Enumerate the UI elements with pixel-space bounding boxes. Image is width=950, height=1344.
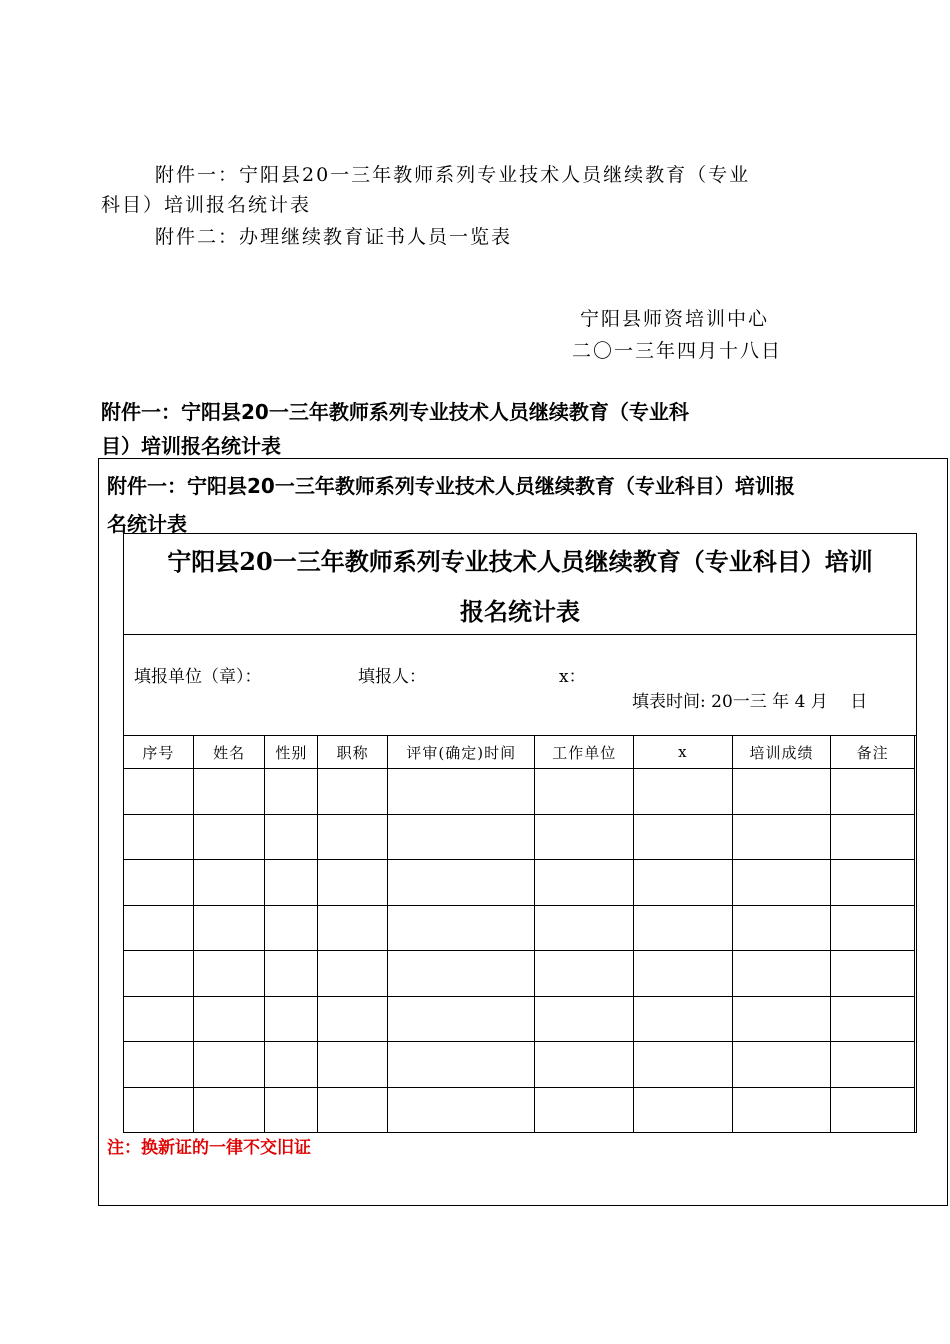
table-cell[interactable] [388,814,535,860]
col-header-score: 培训成绩 [732,736,831,769]
footnote: 注：换新证的一律不交旧证 [107,1138,311,1158]
table-cell[interactable] [265,951,318,997]
table-cell[interactable] [318,1042,388,1088]
table-row [124,814,915,860]
col-header-name: 姓名 [193,736,265,769]
fill-x-label: x： [559,667,586,687]
table-row [124,951,915,997]
table-cell[interactable] [535,996,634,1042]
intro-line-2: 科目）培训报名统计表 [101,194,312,216]
table-cell[interactable] [265,1087,318,1133]
table-cell[interactable] [265,814,318,860]
intro-line-3: 附件二：办理继续教育证书人员一览表 [155,226,513,248]
table-cell[interactable] [388,860,535,906]
col-header-title: 职称 [318,736,388,769]
table-cell[interactable] [193,769,265,815]
table-cell[interactable] [388,996,535,1042]
col-header-gender: 性别 [265,736,318,769]
table-cell[interactable] [265,769,318,815]
table-cell[interactable] [193,951,265,997]
table-cell[interactable] [831,769,915,815]
table-cell[interactable] [265,905,318,951]
table-cell[interactable] [732,1087,831,1133]
table-cell[interactable] [318,814,388,860]
form-title-line-1: 宁阳县20一三年教师系列专业技术人员继续教育（专业科目）培训 [167,547,873,576]
table-cell[interactable] [388,905,535,951]
table-cell[interactable] [535,1087,634,1133]
col-header-remarks: 备注 [831,736,915,769]
table-cell[interactable] [124,951,194,997]
table-cell[interactable] [388,951,535,997]
col-header-index: 序号 [124,736,194,769]
table-cell[interactable] [732,860,831,906]
table-cell[interactable] [634,1042,733,1088]
table-cell[interactable] [535,1042,634,1088]
table-cell[interactable] [193,1042,265,1088]
col-header-review-time: 评审(确定)时间 [388,736,535,769]
table-cell[interactable] [124,1042,194,1088]
table-cell[interactable] [318,951,388,997]
table-cell[interactable] [193,905,265,951]
table-cell[interactable] [388,769,535,815]
table-cell[interactable] [634,905,733,951]
table-cell[interactable] [318,860,388,906]
table-cell[interactable] [831,1087,915,1133]
intro-line-1: 附件一：宁阳县20一三年教师系列专业技术人员继续教育（专业 [155,164,751,186]
table-cell[interactable] [831,814,915,860]
table-cell[interactable] [193,1087,265,1133]
table-cell[interactable] [831,996,915,1042]
table-cell[interactable] [634,860,733,906]
table-cell[interactable] [535,951,634,997]
fill-time-label: 填表时间: 20一三 年 4 月 日 [632,692,868,712]
table-cell[interactable] [831,905,915,951]
box-heading-line-2: 名统计表 [107,512,187,536]
table-cell[interactable] [318,905,388,951]
signature-org: 宁阳县师资培训中心 [580,308,770,330]
table-cell[interactable] [634,996,733,1042]
table-cell[interactable] [634,951,733,997]
fill-unit-label: 填报单位（章）： [134,667,262,687]
table-cell[interactable] [535,769,634,815]
table-cell[interactable] [318,1087,388,1133]
table-row [124,860,915,906]
signature-date: 二〇一三年四月十八日 [572,340,783,362]
form-title-line-2: 报名统计表 [460,597,580,626]
table-cell[interactable] [732,951,831,997]
fill-person-label: 填报人： [358,667,426,687]
table-cell[interactable] [124,996,194,1042]
table-cell[interactable] [265,860,318,906]
table-cell[interactable] [831,1042,915,1088]
table-row [124,1042,915,1088]
table-cell[interactable] [318,769,388,815]
table-cell[interactable] [265,996,318,1042]
table-cell[interactable] [124,860,194,906]
table-cell[interactable] [124,769,194,815]
form-title-area [124,534,916,635]
table-cell[interactable] [831,860,915,906]
table-cell[interactable] [388,1042,535,1088]
table-cell[interactable] [634,1087,733,1133]
table-cell[interactable] [732,814,831,860]
table-cell[interactable] [124,814,194,860]
table-cell[interactable] [831,951,915,997]
table-cell[interactable] [318,996,388,1042]
table-row [124,1087,915,1133]
col-header-workplace: 工作单位 [535,736,634,769]
registration-table [123,735,915,1133]
table-cell[interactable] [732,1042,831,1088]
col-header-x: x [634,736,733,769]
table-row [124,905,915,951]
table-cell[interactable] [732,996,831,1042]
table-row [124,769,915,815]
attachment-heading-line-2: 目）培训报名统计表 [101,434,281,458]
fill-info-area [124,635,916,736]
box-heading-line-1: 附件一：宁阳县20一三年教师系列专业技术人员继续教育（专业科目）培训报 [107,474,795,498]
table-cell[interactable] [535,860,634,906]
table-cell[interactable] [535,905,634,951]
table-cell[interactable] [634,769,733,815]
table-cell[interactable] [124,905,194,951]
registration-form [123,533,917,1133]
table-cell[interactable] [265,1042,318,1088]
table-row [124,996,915,1042]
table-cell[interactable] [193,996,265,1042]
table-cell[interactable] [634,814,733,860]
table-cell[interactable] [732,769,831,815]
table-cell[interactable] [124,1087,194,1133]
table-cell[interactable] [193,860,265,906]
table-cell[interactable] [193,814,265,860]
table-cell[interactable] [535,814,634,860]
attachment-heading-line-1: 附件一：宁阳县20一三年教师系列专业技术人员继续教育（专业科 [101,400,689,424]
table-cell[interactable] [732,905,831,951]
table-cell[interactable] [388,1087,535,1133]
table-header-row [124,736,915,769]
